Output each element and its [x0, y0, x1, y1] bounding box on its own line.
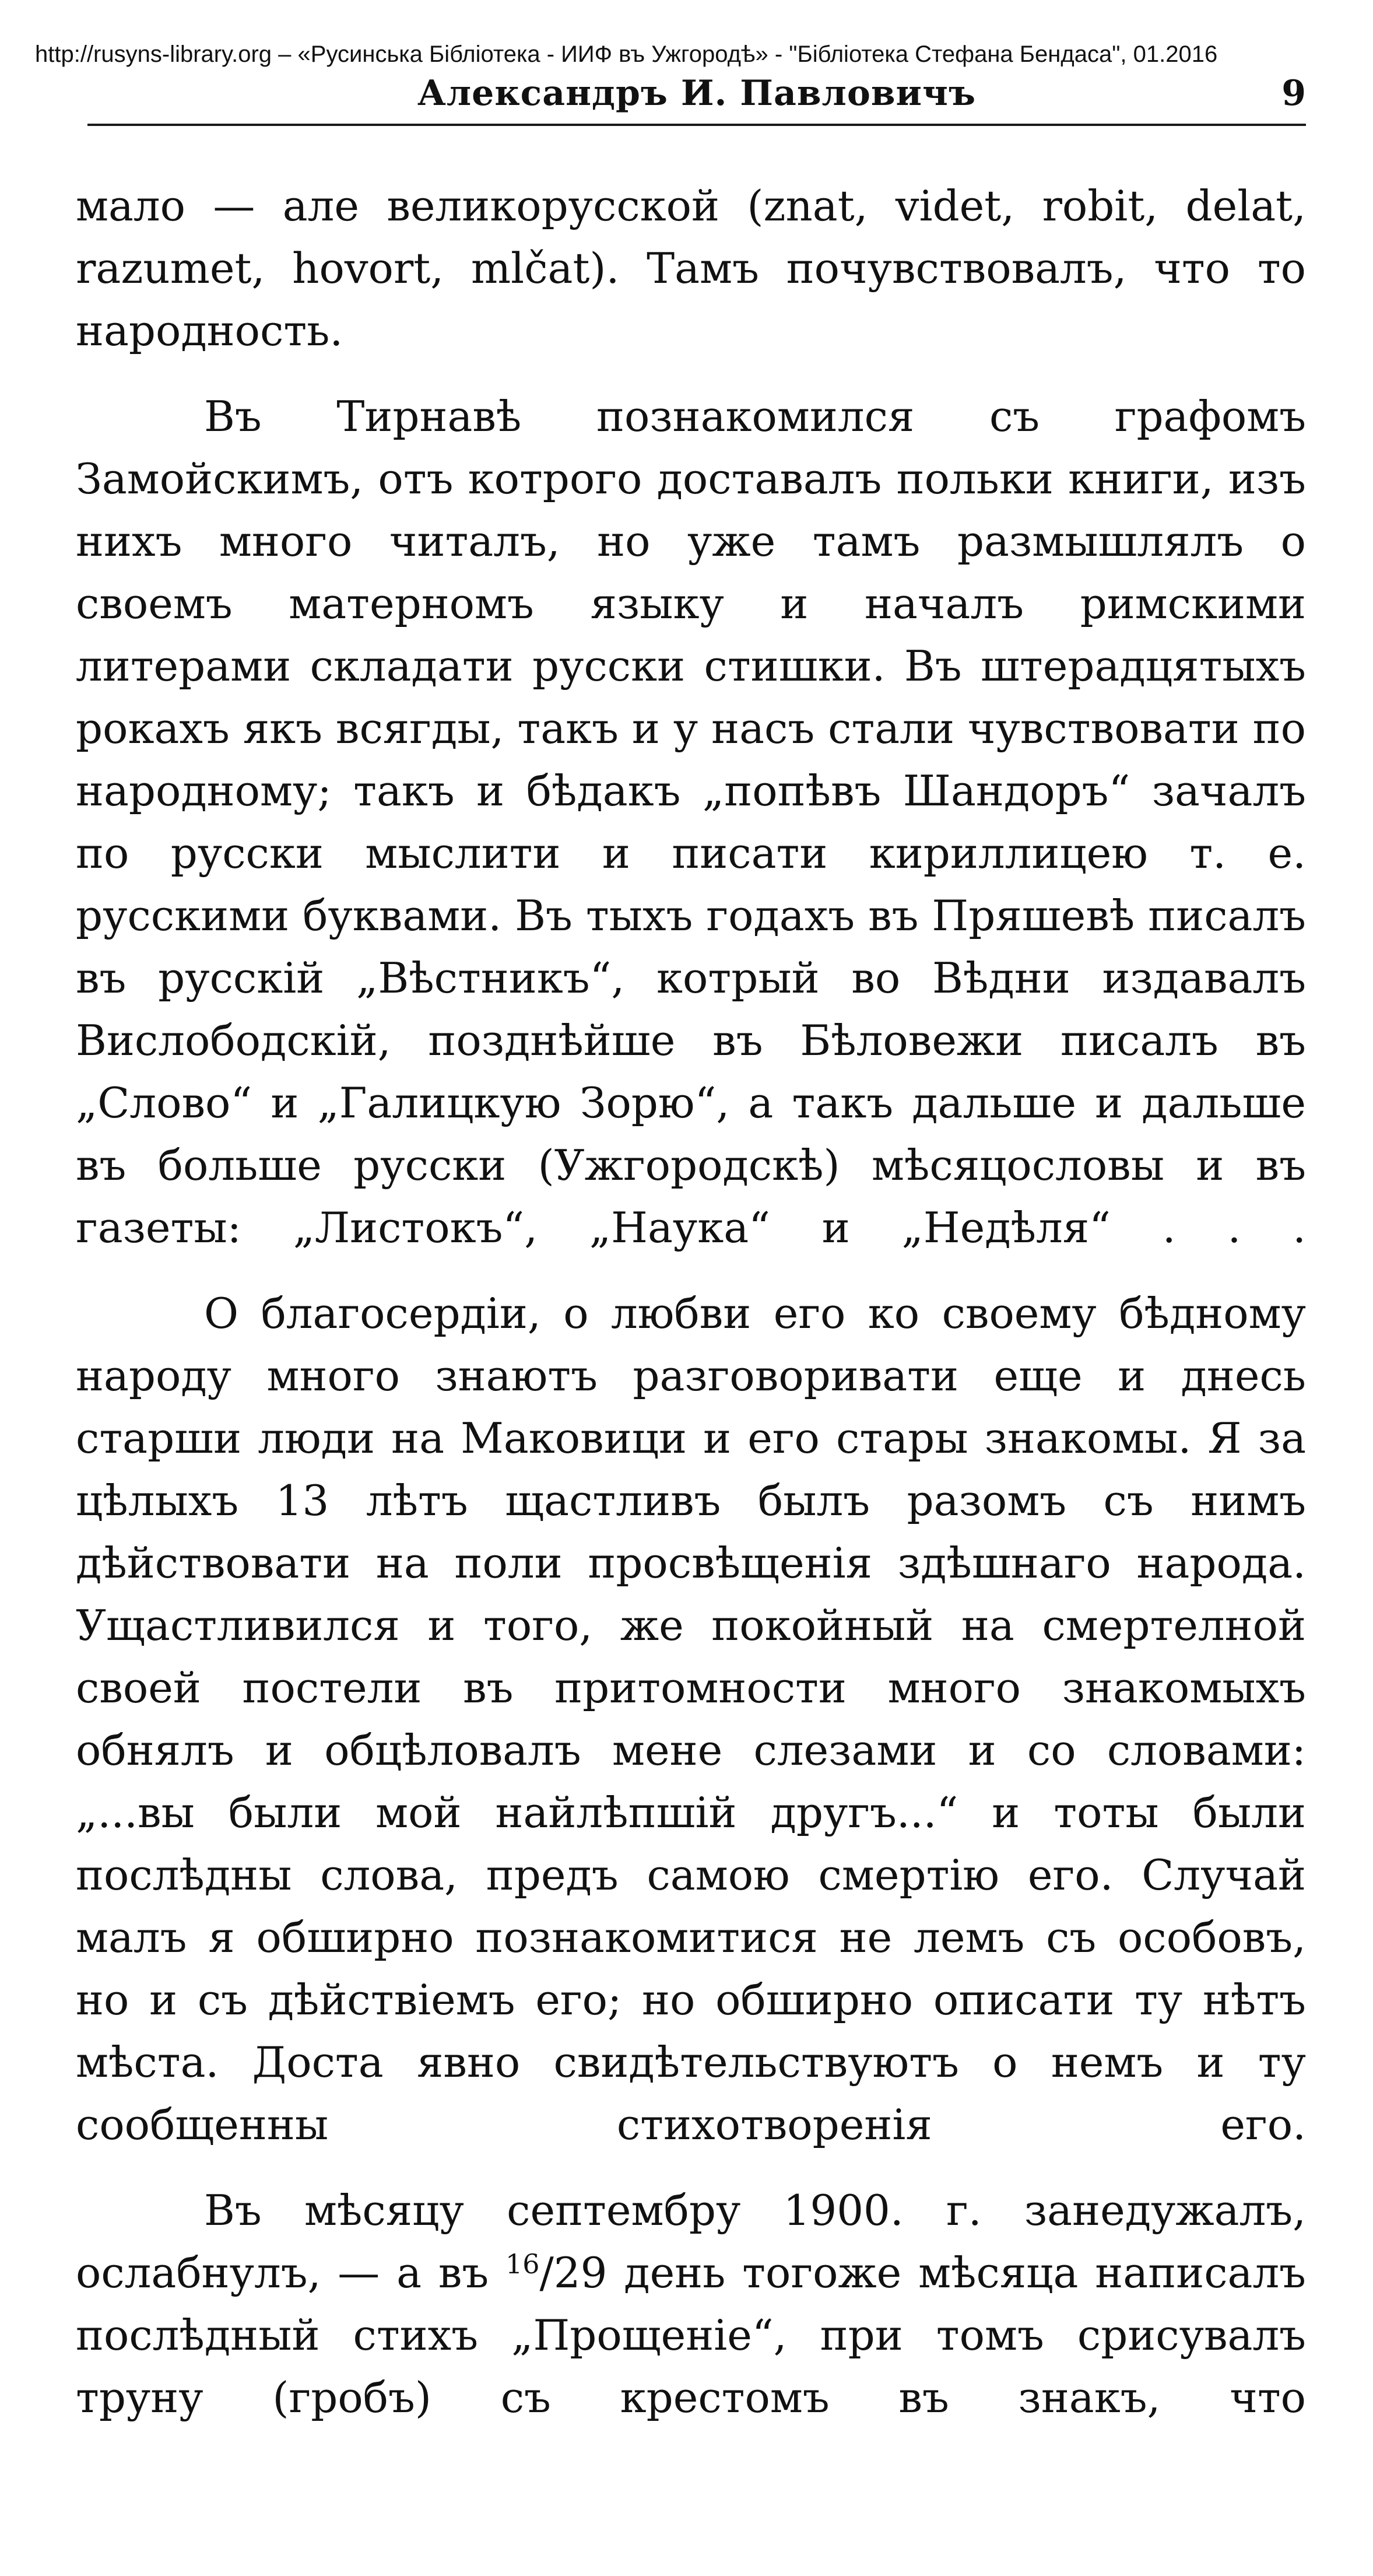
- running-head-title: Александръ И. Павловичъ: [417, 73, 976, 114]
- header-rule: [87, 124, 1306, 126]
- paragraph-2: Въ Тирнавѣ познакомился съ графомъ Замойскимъ, отъ котрого доставалъ польки книги, изъ нихъ много читалъ, но уже тамъ размышлялъ о своемъ матерномъ языку и началъ римскими литерами складати русски стишки. Въ штерадцятыхъ рокахъ якъ всягды, такъ и у насъ стали чувствовати по народному; такъ и бѣдакъ „попѣвъ Шандоръ“ зачалъ по русски мыслити и писати кириллицею т. е. русскими буквами. Въ тыхъ годахъ въ Пряшевѣ писалъ въ русскій „Вѣстникъ“, котрый во Вѣдни издавалъ Вислободскій, позднѣйше въ Бѣловежи писалъ въ „Слово“ и „Галицкую Зорю“, а такъ дальше и дальше въ больше русски (Ужгородскѣ) мѣсяцословы и въ газеты: „Листокъ“, „Наука“ и „Недѣля“ . . .: [76, 392, 1306, 1252]
- source-note: http://rusyns-library.org – «Русинська Бібліотека - ИИФ въ Ужгородѣ» - "Бібліотека Стефана Бендаса", 01.2016: [35, 41, 1218, 67]
- paragraph-4-end: /29 день тогоже мѣсяца написалъ послѣдный стихъ „Прощеніе“, при томъ срисувалъ труну (гробъ) съ крестомъ въ знакъ, что: [76, 2248, 1306, 2422]
- date-superscript: 16: [505, 2248, 540, 2280]
- paragraph-3: О благосердіи, о любви его ко своему бѣдному народу много знаютъ разговоривати еще и днесь старши люди на Маковици и его стары знакомы. Я за цѣлыхъ 13 лѣтъ щастливъ былъ разомъ съ нимъ дѣйствовати на поли просвѣщенія здѣшнаго народа. Ущастливился и того, же покойный на смертелной своей постели въ притомности много знакомыхъ обнялъ и обцѣловалъ мене слезами и со словами: „...вы были мой найлѣпшій другъ...“ и тоты были послѣдны слова, предъ самою смертію его. Случай малъ я обширно познакомитися не лемъ съ особовъ, но и съ дѣйствіемъ его; но обширно описати ту нѣтъ мѣста. Доста явно свидѣтельствуютъ о немъ и ту сообщенны стихотворенія его.: [76, 1289, 1306, 2149]
- page-number: 9: [1281, 73, 1306, 114]
- paragraph-4: [76, 2179, 1306, 2429]
- paragraph-1: мало — але великорусской (znat, videt, robit, delat, razumet, hovort, mlčat). Тамъ почувствовалъ, что то народность.: [76, 181, 1306, 355]
- paragraph-4-start: Въ мѣсяцу септембру 1900. г. занедужалъ, ослабнулъ, — а въ: [76, 2186, 1306, 2297]
- running-head: [87, 71, 1306, 118]
- body-text: [76, 175, 1306, 2429]
